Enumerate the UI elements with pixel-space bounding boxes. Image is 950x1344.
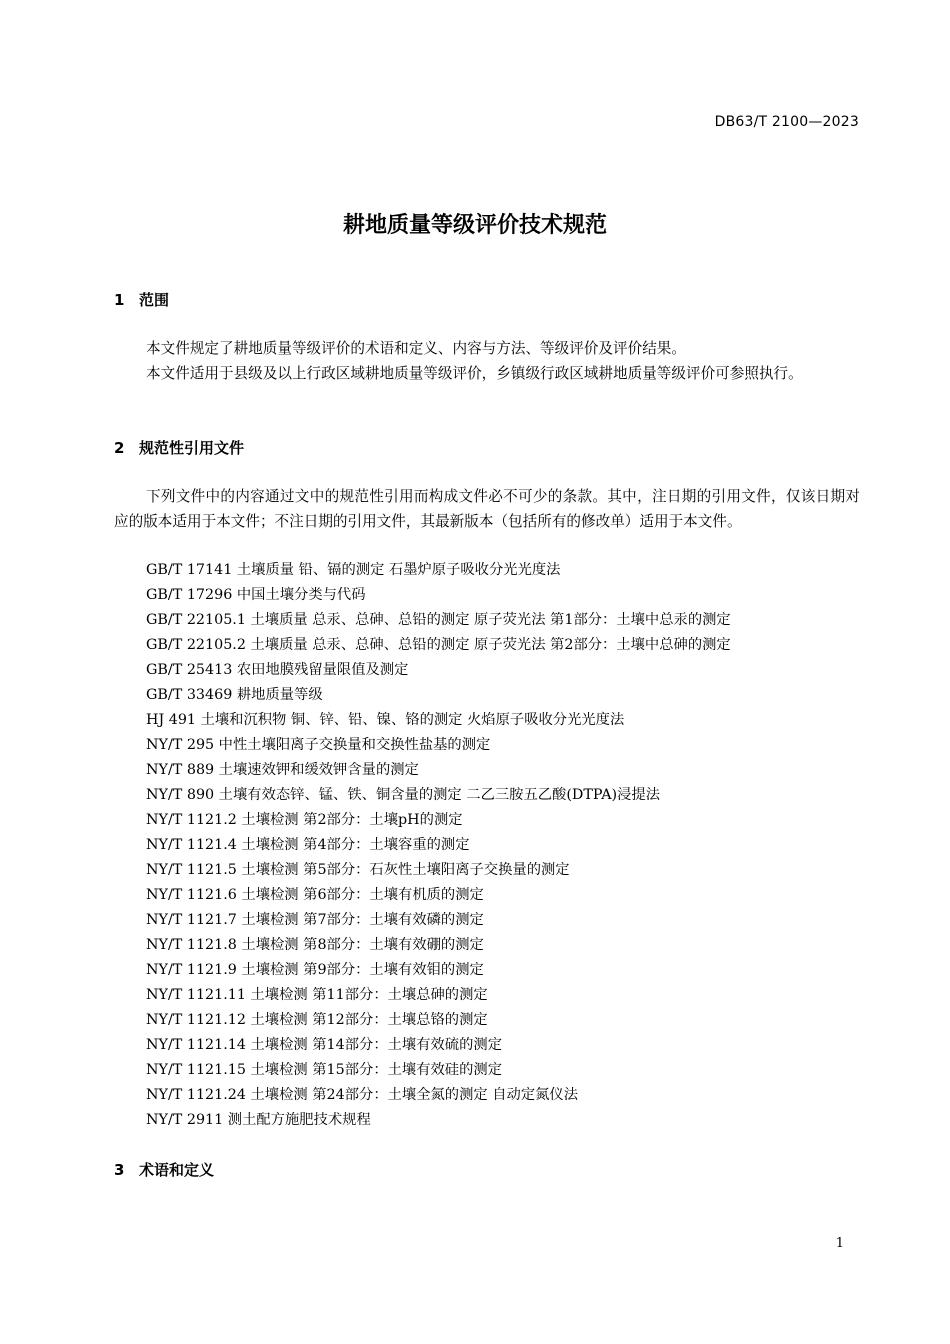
section-heading-scope (114, 289, 169, 310)
reference-list (146, 558, 860, 1133)
reference-item: NY/T 1121.4 土壤检测 第4部分：土壤容重的测定 (146, 837, 470, 853)
reference-item: GB/T 17141 土壤质量 铅、镉的测定 石墨炉原子吸收分光光度法 (146, 562, 561, 578)
section-heading-normative-references (114, 437, 244, 458)
reference-item: NY/T 1121.11 土壤检测 第11部分：土壤总砷的测定 (146, 987, 488, 1003)
section-title: 规范性引用文件 (139, 439, 245, 457)
section-heading-terms-definitions (114, 1159, 214, 1180)
reference-item: NY/T 1121.9 土壤检测 第9部分：土壤有效钼的测定 (146, 962, 484, 978)
reference-item: NY/T 1121.14 土壤检测 第14部分：土壤有效硫的测定 (146, 1037, 502, 1053)
reference-item: NY/T 1121.8 土壤检测 第8部分：土壤有效硼的测定 (146, 937, 484, 953)
reference-item: NY/T 890 土壤有效态锌、锰、铁、铜含量的测定 二乙三胺五乙酸(DTPA)浸提法 (146, 787, 661, 803)
reference-item: GB/T 33469 耕地质量等级 (146, 687, 323, 703)
scope-paragraph-2: 本文件适用于县级及以上行政区域耕地质量等级评价，乡镇级行政区域耕地质量等级评价可参照执行。 (146, 365, 803, 382)
reference-item: NY/T 2911 测土配方施肥技术规程 (146, 1112, 371, 1128)
reference-item: NY/T 1121.6 土壤检测 第6部分：土壤有机质的测定 (146, 887, 484, 903)
reference-item: NY/T 1121.24 土壤检测 第24部分：土壤全氮的测定 自动定氮仪法 (146, 1087, 579, 1103)
reference-item: NY/T 1121.2 土壤检测 第2部分：土壤pH的测定 (146, 812, 463, 828)
reference-item: GB/T 17296 中国土壤分类与代码 (146, 587, 366, 603)
reference-item: GB/T 22105.2 土壤质量 总汞、总砷、总铅的测定 原子荧光法 第2部分：土壤中总砷的测定 (146, 637, 731, 653)
reference-item: NY/T 1121.5 土壤检测 第5部分：石灰性土壤阳离子交换量的测定 (146, 862, 570, 878)
reference-item: NY/T 1121.7 土壤检测 第7部分：土壤有效磷的测定 (146, 912, 484, 928)
section-number: 3 (114, 1161, 125, 1179)
reference-item: NY/T 295 中性土壤阳离子交换量和交换性盐基的测定 (146, 737, 491, 753)
standard-code: DB63/T 2100—2023 (714, 114, 859, 130)
section-title: 术语和定义 (139, 1161, 215, 1179)
reference-item: NY/T 1121.12 土壤检测 第12部分：土壤总铬的测定 (146, 1012, 488, 1028)
section-title: 范围 (139, 291, 170, 309)
section-number: 1 (114, 291, 125, 309)
reference-item: GB/T 22105.1 土壤质量 总汞、总砷、总铅的测定 原子荧光法 第1部分：土壤中总汞的测定 (146, 612, 731, 628)
document-title: 耕地质量等级评价技术规范 (342, 213, 607, 238)
scope-paragraph-1: 本文件规定了耕地质量等级评价的术语和定义、内容与方法、等级评价及评价结果。 (146, 340, 686, 357)
references-intro-paragraph: 下列文件中的内容通过文中的规范性引用而构成文件必不可少的条款。其中，注日期的引用文件，仅该日期对应的版本适用于本文件；不注日期的引用文件，其最新版本（包括所有的修改单）适用于本文件。 (114, 488, 860, 530)
reference-item: HJ 491 土壤和沉积物 铜、锌、铅、镍、铬的测定 火焰原子吸收分光光度法 (146, 712, 625, 728)
reference-item: NY/T 889 土壤速效钾和缓效钾含量的测定 (146, 762, 419, 778)
section-number: 2 (114, 439, 125, 457)
reference-item: GB/T 25413 农田地膜残留量限值及测定 (146, 662, 409, 678)
page-number: 1 (835, 1236, 844, 1251)
reference-item: NY/T 1121.15 土壤检测 第15部分：土壤有效硅的测定 (146, 1062, 502, 1078)
